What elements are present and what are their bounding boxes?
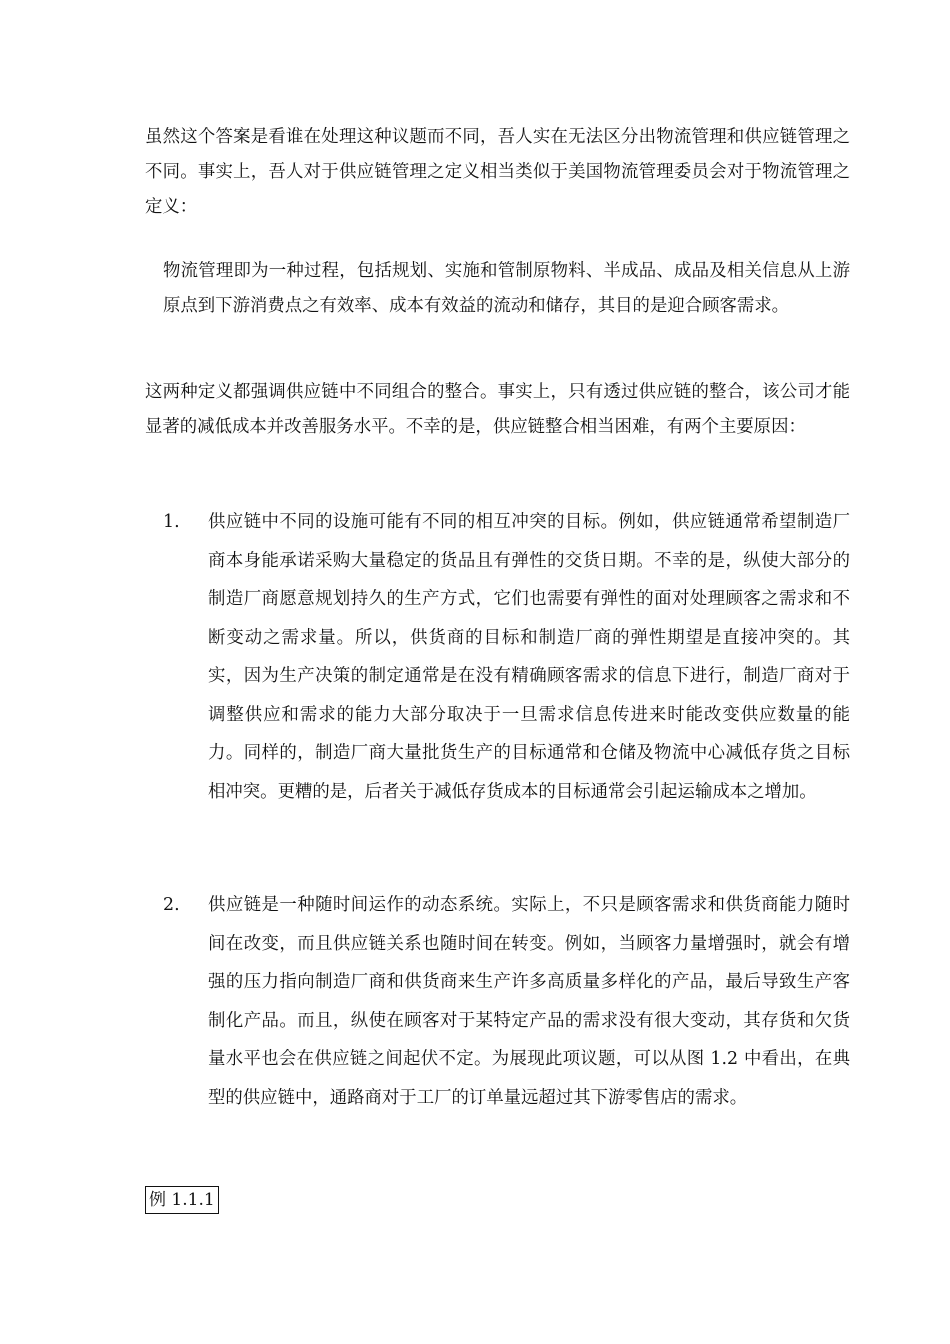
list-item-text: 供应链中不同的设施可能有不同的相互冲突的目标。例如，供应链通常希望制造厂商本身能承诺采购大量稳定的货品且有弹性的交货日期。不幸的是，纵使大部分的制造厂商愿意规划持久的生产方式，它们也需要有弹性的面对处理顾客之需求和不断变动之需求量。所以，供货商的目标和制造厂商的弹性期望是直接冲突的。其实，因为生产决策的制定通常是在没有精确顾客需求的信息下进行，制造厂商对于调整供应和需求的能力大部分取决于一旦需求信息传进来时能改变供应数量的能力。同样的，制造厂商大量批货生产的目标通常和仓储及物流中心减低存货之目标相冲突。更糟的是，后者关于减低存货成本的目标通常会引起运输成本之增加。 — [208, 512, 850, 802]
list-item-number: 1. — [163, 512, 180, 532]
list-item-text: 供应链是一种随时间运作的动态系统。实际上，不只是顾客需求和供货商能力随时间在改变，而且供应链关系也随时间在转变。例如，当顾客力量增强时，就会有增强的压力指向制造厂商和供货商来生产许多高质量多样化的产品，最后导致生产客制化产品。而且，纵使在顾客对于某特定产品的需求没有很大变动，其存货和欠货量水平也会在供应链之间起伏不定。为展现此项议题，可以从图 1.2 中看出，在典型的供应链中，通路商对于工厂的订单量远超过其下游零售店的需求。 — [208, 895, 850, 1108]
example-label: 例 1.1.1 — [145, 1186, 219, 1214]
list-item-number: 2. — [163, 895, 180, 915]
integration-paragraph: 这两种定义都强调供应链中不同组合的整合。事实上，只有透过供应链的整合，该公司才能显著的减低成本并改善服务水平。不幸的是，供应链整合相当困难，有两个主要原因： — [145, 382, 850, 437]
intro-paragraph: 虽然这个答案是看谁在处理这种议题而不同，吾人实在无法区分出物流管理和供应链管理之不同。事实上，吾人对于供应链管理之定义相当类似于美国物流管理委员会对于物流管理之定义： — [145, 127, 850, 217]
definition-quote: 物流管理即为一种过程，包括规划、实施和管制原物料、半成品、成品及相关信息从上游原点到下游消费点之有效率、成本有效益的流动和储存，其目的是迎合顾客需求。 — [163, 261, 850, 316]
